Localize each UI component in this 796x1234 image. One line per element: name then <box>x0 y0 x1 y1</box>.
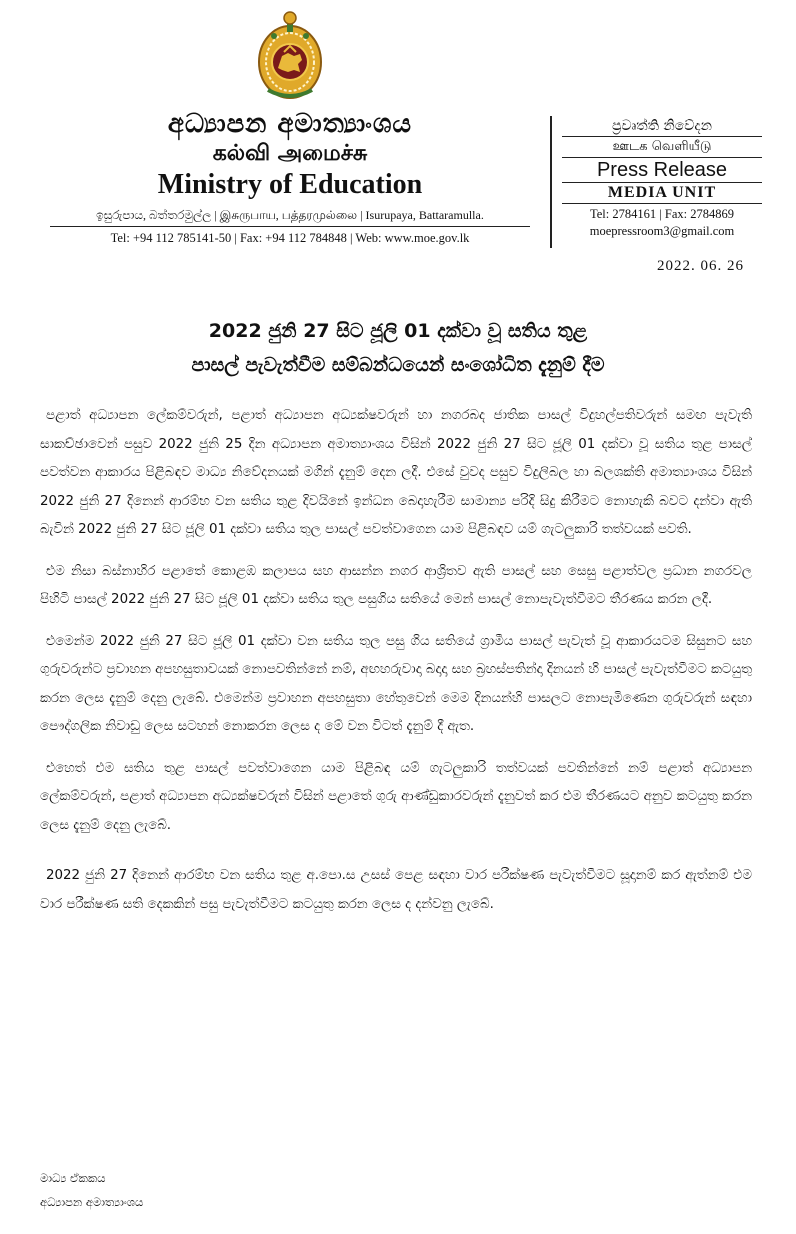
ministry-name-english: Ministry of Education <box>157 169 423 200</box>
release-date: 2022. 06. 26 <box>657 258 744 274</box>
document-body <box>40 402 752 932</box>
document-title-line-2: පාසල් පැවැත්වීම සම්බන්ධයෙන් සංශෝධිත දැනුම් දීම <box>191 354 605 376</box>
body-paragraph-5: 2022 ජුනි 27 දිනෙන් ආරම්භ වන සතිය තුළ අ.පො.ස උසස් පෙළ සඳහා වාර පරීක්ෂණ පැවැත්වීමට සූදානම් කර ඇත්නම් එම වාර පරීක්ෂණ සති දෙකකින් පසු පැවැත්වීමට කටයුතු කරන ලෙස ද දන්වනු ලැබේ. <box>40 868 752 912</box>
sri-lanka-emblem-icon <box>254 6 326 106</box>
press-release-tamil: ஊடக வெளியீடு <box>562 137 762 158</box>
ministry-header <box>40 108 540 247</box>
press-release-box <box>562 116 762 240</box>
media-unit-tel-fax: Tel: 2784161 | Fax: 2784869 <box>590 207 734 221</box>
footer-ministry: අධ්‍යාපන අමාත්‍යාංශය <box>40 1195 144 1209</box>
ministry-contact: Tel: +94 112 785141-50 | Fax: +94 112 784848 | Web: www.moe.gov.lk <box>50 226 530 247</box>
document-title <box>40 314 756 382</box>
body-paragraph-1: පළාත් අධ්‍යාපන ලේකම්වරුන්, පළාත් අධ්‍යාපන අධ්‍යක්ෂවරුන් හා නගරබද ජාතික පාසල් විදුහල්පතිවරුන් සමඟ පැවැති සාකච්ඡාවෙන් පසුව 2022 ජුනි 25 දින අධ්‍යාපන අමාත්‍යාංශය විසින් 2022 ජුනි 27 සිට ජූලි 01 දක්වා වූ සතිය තුළ පාසල් පවත්වන ආකාරය පිළිබඳව මාධ්‍ය නිවේදනයක් මගින් දැනුම් දෙන ලදී. එසේ වුවද පසුව විදුලිබල හා බලශක්ති අමාත්‍යාංශය විසින් 2022 ජුනි 27 දිනෙන් ආරම්භ වන සතිය තුළ දිවයිනේ ඉන්ධන බෙදාහැරීම සාමාන්‍ය පරිදි සිදු කිරීමට නොහැකි බවට දන්වා ඇති බැවින් 2022 ජුනි 27 සිට ජූලි 01 දක්වා සතිය තුල පාසල් පවත්වාගෙන යාම පිළිබඳව යම් ගැටලුකාරි තත්වයක් පවති. <box>40 408 752 537</box>
body-paragraph-2: එම නිසා බස්නාහිර පළාතේ කොළඹ කලාපය සහ ආසන්න නගර ආශ්‍රිතව ඇති පාසල් සහ සෙසු පළාත්වල ප්‍රධාන නගරවල පිහිටි පාසල් 2022 ජුනි 27 සිට ජූලි 01 දක්වා සතිය තුල පසුගිය සතියේ මෙන් පාසල් නොපැවැත්වීමට තීරණය කරන ලදී. <box>40 563 752 607</box>
media-unit-label: MEDIA UNIT <box>562 183 762 204</box>
footer-media-unit: මාධ්‍ය ඒකකය <box>40 1171 106 1185</box>
ministry-name-tamil: கல்வி அமைச்சு <box>212 141 368 166</box>
press-release-sinhala: ප්‍රවෘත්ති නිවේදන <box>562 116 762 137</box>
ministry-name-sinhala: අධ්‍යාපන අමාත්‍යාංශය <box>167 109 413 139</box>
body-paragraph-3: එමෙන්ම 2022 ජුනි 27 සිට ජූලි 01 දක්වා වන සතිය තුල පසු ගිය සතියේ ග්‍රාමීය පාසල් පැවැත් වූ ආකාරයටම සිසුනට සහ ගුරුවරුන්ට ප්‍රවාහන අපහසුතාවයක් නොපවතින්නේ නම්, අඟහරුවාදා බදාදා සහ බ්‍රහස්පතින්දා දිනයන් හි පාසල් පැවැත්වීමට කටයුතු කරන ලෙස දැනුම් දෙනු ලැබේ. එමෙන්ම ප්‍රවාහන අපහසුතා හේතුවෙන් මෙම දිනයන්හි පාසලට නොපැමිණෙන ගුරුවරුන් සඳහා පෞද්ගලික නිවාඩු ලෙස සටහන් නොකරන ලෙස ද මේ වන විටත් දැනුම් දී ඇත. <box>40 633 752 734</box>
document-title-line-1: 2022 ජුනි 27 සිට ජූලි 01 දක්වා වූ සතිය තුළ <box>208 320 588 342</box>
body-paragraph-4: එහෙත් එම සතිය තුළ පාසල් පවත්වාගෙන යාම පිළිබඳ යම් ගැටලුකාරි තත්වයක් පවතින්නේ නම් පළාත් අධ්‍යාපන ලේකම්වරුන්, පළාත් අධ්‍යාපන අධ්‍යක්ෂවරුන් විසින් පළාතේ ගුරු ආණ්ඩුකාරවරුන් දැනුවත් කර එම තීරණයට අනුව කටයුතු කරන ලෙස දැනුම් දෙනු ලැබේ. <box>40 760 752 833</box>
header-divider <box>550 116 552 248</box>
ministry-address: ඉසුරුපාය, බත්තරමුල්ල | இசுருபாய, பத்தரமுல்லை | Isurupaya, Battaramulla. <box>96 208 484 222</box>
signature-block <box>40 1166 143 1214</box>
press-release-english: Press Release <box>562 158 762 183</box>
media-unit-email: moepressroom3@gmail.com <box>589 224 735 238</box>
